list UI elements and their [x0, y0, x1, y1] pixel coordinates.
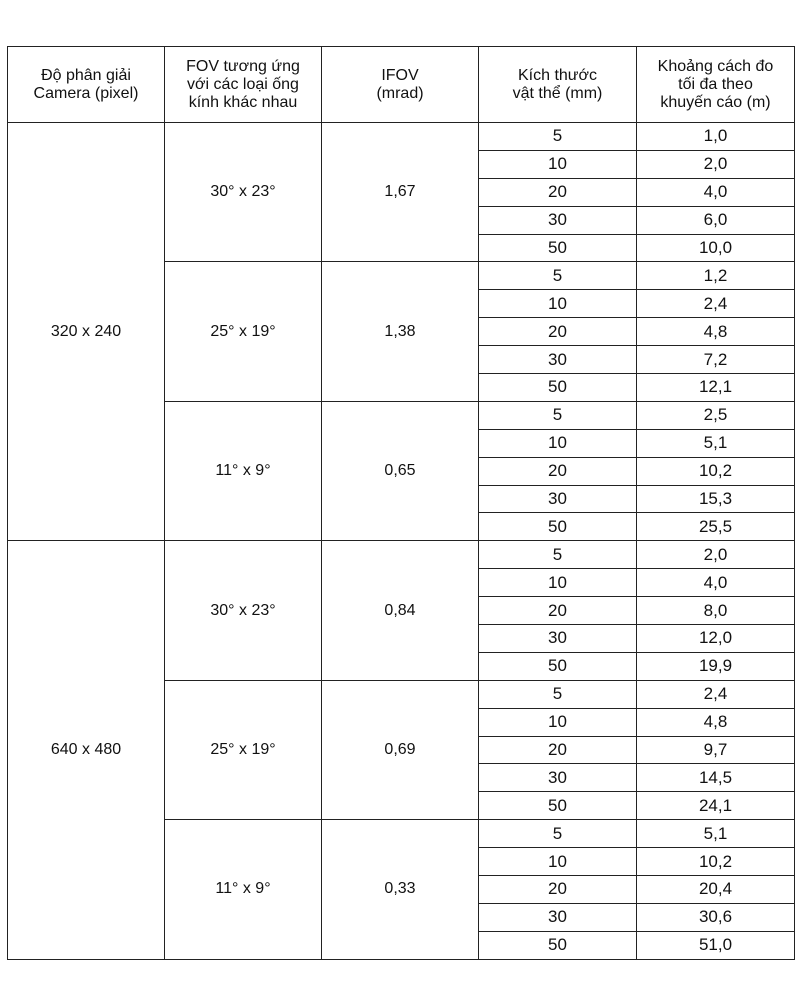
header-line: khuyến cáo (m) [660, 93, 771, 111]
max-distance-cell: 6,0 [637, 206, 795, 234]
max-distance-cell: 25,5 [637, 513, 795, 541]
max-distance-cell: 12,0 [637, 625, 795, 653]
header-line: tối đa theo [678, 75, 753, 93]
ifov-cell: 0,33 [322, 820, 479, 959]
max-distance-cell: 2,4 [637, 680, 795, 708]
object-size-cell: 30 [479, 764, 637, 792]
header-max-distance [637, 47, 795, 123]
fov-cell: 25° x 19° [165, 680, 322, 819]
fov-cell: 25° x 19° [165, 262, 322, 401]
max-distance-cell: 12,1 [637, 374, 795, 402]
header-line: IFOV [381, 66, 419, 84]
max-distance-cell: 4,0 [637, 569, 795, 597]
resolution-cell: 640 x 480 [8, 541, 165, 959]
object-size-cell: 5 [479, 820, 637, 848]
max-distance-cell: 4,8 [637, 708, 795, 736]
max-distance-cell: 30,6 [637, 903, 795, 931]
fov-cell: 11° x 9° [165, 401, 322, 540]
max-distance-cell: 51,0 [637, 931, 795, 959]
object-size-cell: 10 [479, 848, 637, 876]
ifov-cell: 0,65 [322, 401, 479, 540]
ifov-cell: 0,69 [322, 680, 479, 819]
object-size-cell: 10 [479, 708, 637, 736]
max-distance-cell: 5,1 [637, 820, 795, 848]
object-size-cell: 20 [479, 457, 637, 485]
object-size-cell: 30 [479, 625, 637, 653]
max-distance-cell: 8,0 [637, 597, 795, 625]
object-size-cell: 50 [479, 652, 637, 680]
camera-distance-table [7, 46, 795, 960]
header-line: Kích thước [517, 66, 597, 84]
object-size-cell: 10 [479, 569, 637, 597]
max-distance-cell: 9,7 [637, 736, 795, 764]
resolution-cell: 320 x 240 [8, 123, 165, 541]
header-ifov [322, 47, 479, 123]
fov-cell: 30° x 23° [165, 123, 322, 262]
max-distance-cell: 10,2 [637, 457, 795, 485]
header-line: (mrad) [376, 84, 424, 102]
object-size-cell: 5 [479, 401, 637, 429]
max-distance-cell: 7,2 [637, 346, 795, 374]
header-fov [165, 47, 322, 123]
max-distance-cell: 14,5 [637, 764, 795, 792]
max-distance-cell: 1,0 [637, 123, 795, 151]
object-size-cell: 20 [479, 597, 637, 625]
object-size-cell: 30 [479, 206, 637, 234]
max-distance-cell: 1,2 [637, 262, 795, 290]
header-row [8, 47, 795, 123]
header-line: vật thể (mm) [512, 84, 603, 102]
ifov-cell: 1,67 [322, 123, 479, 262]
object-size-cell: 50 [479, 931, 637, 959]
max-distance-cell: 24,1 [637, 792, 795, 820]
header-line: FOV tương ứng [186, 57, 300, 75]
object-size-cell: 10 [479, 150, 637, 178]
max-distance-cell: 20,4 [637, 876, 795, 904]
object-size-cell: 20 [479, 318, 637, 346]
object-size-cell: 50 [479, 792, 637, 820]
max-distance-cell: 15,3 [637, 485, 795, 513]
max-distance-cell: 2,5 [637, 401, 795, 429]
object-size-cell: 5 [479, 541, 637, 569]
fov-cell: 30° x 23° [165, 541, 322, 680]
object-size-cell: 20 [479, 876, 637, 904]
max-distance-cell: 4,0 [637, 178, 795, 206]
object-size-cell: 10 [479, 290, 637, 318]
max-distance-cell: 2,4 [637, 290, 795, 318]
object-size-cell: 5 [479, 123, 637, 151]
header-line: kính khác nhau [188, 93, 298, 111]
max-distance-cell: 4,8 [637, 318, 795, 346]
header-line: Độ phân giải [41, 66, 131, 84]
header-resolution [8, 47, 165, 123]
fov-cell: 11° x 9° [165, 820, 322, 959]
object-size-cell: 50 [479, 513, 637, 541]
object-size-cell: 5 [479, 262, 637, 290]
object-size-cell: 50 [479, 374, 637, 402]
object-size-cell: 30 [479, 346, 637, 374]
object-size-cell: 20 [479, 178, 637, 206]
max-distance-cell: 19,9 [637, 652, 795, 680]
ifov-cell: 0,84 [322, 541, 479, 680]
max-distance-cell: 2,0 [637, 541, 795, 569]
header-line: Camera (pixel) [33, 84, 139, 102]
object-size-cell: 30 [479, 903, 637, 931]
object-size-cell: 20 [479, 736, 637, 764]
header-line: Khoảng cách đo [657, 57, 774, 75]
object-size-cell: 10 [479, 429, 637, 457]
object-size-cell: 5 [479, 680, 637, 708]
max-distance-cell: 2,0 [637, 150, 795, 178]
object-size-cell: 30 [479, 485, 637, 513]
table-row [8, 541, 795, 569]
table-row [8, 123, 795, 151]
object-size-cell: 50 [479, 234, 637, 262]
header-line: với các loại ống [187, 75, 299, 93]
max-distance-cell: 10,0 [637, 234, 795, 262]
max-distance-cell: 5,1 [637, 429, 795, 457]
ifov-cell: 1,38 [322, 262, 479, 401]
header-object-size [479, 47, 637, 123]
max-distance-cell: 10,2 [637, 848, 795, 876]
